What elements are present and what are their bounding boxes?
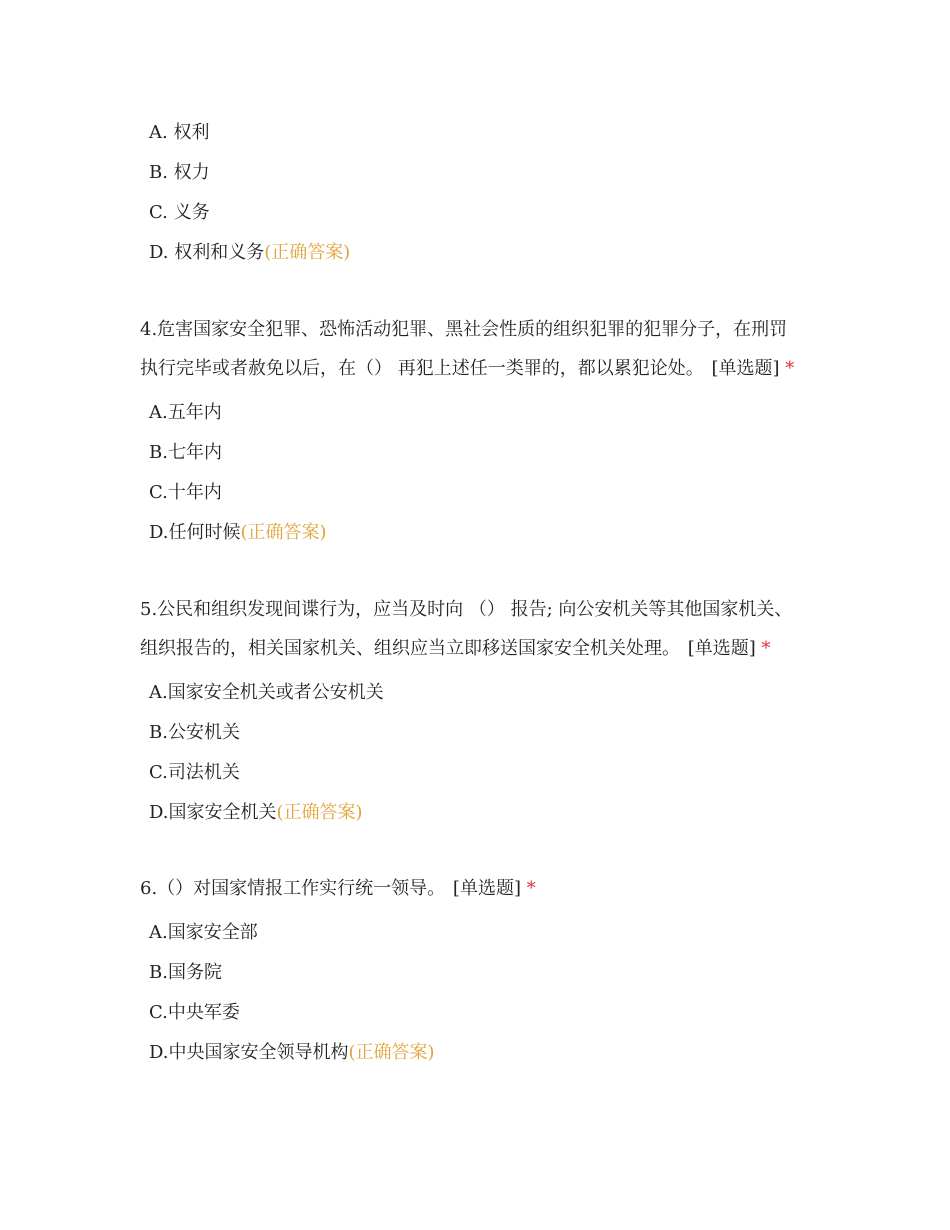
option-3c[interactable]: C. 义务 xyxy=(149,202,210,223)
question-5 xyxy=(140,590,820,833)
option-6a[interactable]: A.国家安全部 xyxy=(149,922,258,943)
option-5c[interactable]: C.司法机关 xyxy=(149,762,240,783)
option-4c[interactable]: C.十年内 xyxy=(149,482,222,503)
question-4-line-1: 4.危害国家安全犯罪、恐怖活动犯罪、黑社会性质的组织犯罪的犯罪分子，在刑罚 xyxy=(140,319,788,340)
required-star: * xyxy=(785,358,795,379)
correct-answer-mark: (正确答案) xyxy=(348,1042,435,1063)
required-star: * xyxy=(761,638,771,659)
option-4b[interactable]: B.七年内 xyxy=(149,442,222,463)
correct-answer-mark: (正确答案) xyxy=(276,802,363,823)
option-5a[interactable]: A.国家安全机关或者公安机关 xyxy=(149,682,384,703)
question-type-label: [单选题] xyxy=(687,638,756,659)
option-6c[interactable]: C.中央军委 xyxy=(149,1002,240,1023)
question-5-line-1: 5.公民和组织发现间谍行为，应当及时向 （） 报告; 向公安机关等其他国家机关、 xyxy=(140,599,793,620)
question-4-line-2: 执行完毕或者赦免以后，在（） 再犯上述任一类罪的，都以累犯论处。 [单选题] * xyxy=(140,358,795,379)
option-5d[interactable]: D.国家安全机关(正确答案) xyxy=(149,802,363,823)
option-5b[interactable]: B.公安机关 xyxy=(149,722,240,743)
correct-answer-mark: (正确答案) xyxy=(264,242,351,263)
question-type-label: [单选题] xyxy=(452,878,521,899)
required-star: * xyxy=(526,878,536,899)
correct-answer-mark: (正确答案) xyxy=(240,522,327,543)
question-5-line-2: 组织报告的，相关国家机关、组织应当立即移送国家安全机关处理。 [单选题] * xyxy=(140,638,771,659)
option-3a[interactable]: A. 权利 xyxy=(149,122,210,143)
question-6-text xyxy=(140,869,820,908)
option-3d[interactable]: D. 权利和义务(正确答案) xyxy=(149,242,351,263)
question-type-label: [单选题] xyxy=(711,358,780,379)
question-5-text xyxy=(140,590,820,668)
question-6-line-1: 6.（）对国家情报工作实行统一领导。 [单选题] * xyxy=(140,878,536,899)
question-4 xyxy=(140,310,820,553)
option-6b[interactable]: B.国务院 xyxy=(149,962,222,983)
option-6d[interactable]: D.中央国家安全领导机构(正确答案) xyxy=(149,1042,435,1063)
question-6 xyxy=(140,869,820,1073)
question-4-text xyxy=(140,310,820,388)
question-3-options xyxy=(140,113,820,273)
option-4a[interactable]: A.五年内 xyxy=(149,402,222,423)
option-4d[interactable]: D.任何时候(正确答案) xyxy=(149,522,327,543)
option-3b[interactable]: B. 权力 xyxy=(149,162,210,183)
